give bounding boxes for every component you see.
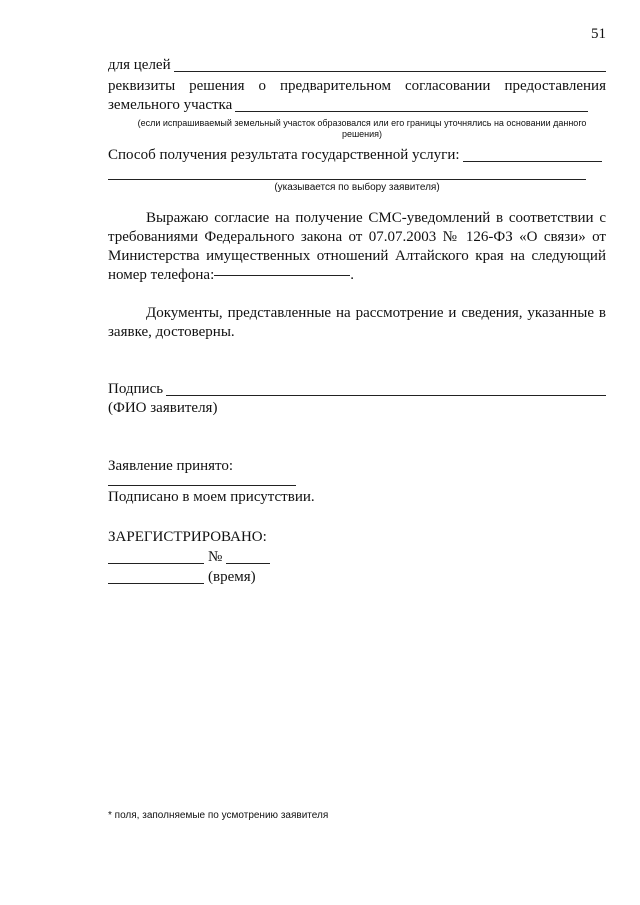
accepted-label: Заявление принято: — [108, 458, 234, 474]
page-number: 51 — [591, 26, 606, 42]
land-plot-line — [108, 96, 606, 115]
number-sign: № — [208, 549, 223, 565]
delivery-method-label: Способ получения результата государственной услуги: — [108, 147, 460, 163]
registration-number-field[interactable] — [226, 562, 270, 564]
time-label: (время) — [208, 569, 256, 585]
sms-consent-paragraph — [108, 209, 606, 285]
registration-time-line — [108, 568, 606, 587]
signed-presence: Подписано в моем присутствии. — [108, 489, 315, 505]
requisites-line: реквизиты решения о предварительном согласовании предоставления — [108, 78, 606, 94]
signature-line — [108, 380, 606, 399]
footnote: * поля, заполняемые по усмотрению заявителя — [108, 810, 329, 821]
delivery-method-field[interactable] — [463, 160, 602, 162]
fio-label: (ФИО заявителя) — [108, 400, 218, 416]
delivery-method-note: (указывается по выбору заявителя) — [274, 182, 440, 193]
delivery-method-line — [108, 146, 606, 165]
signature-field[interactable] — [166, 394, 606, 396]
land-plot-note: (если испрашиваемый земельный участок образовался или его границы уточнялись на основании данного решения) — [137, 118, 587, 139]
delivery-method-field-continued[interactable] — [108, 179, 586, 180]
purpose-field[interactable] — [174, 70, 606, 72]
registration-time-field[interactable] — [108, 582, 204, 584]
registration-date-field[interactable] — [108, 562, 204, 564]
document-body — [108, 56, 606, 587]
documents-statement: Документы, представленные на рассмотрение и сведения, указанные в заявке, достоверны. — [108, 305, 606, 340]
sms-consent-text: Выражаю согласие на получение СМС-уведомлений в соответствии с требованиями Федерального закона от 07.07.2003 № 126-ФЗ «О связи» от Министерства имущественных отношений Алтайского края на следующий номер телефона: — [108, 210, 606, 283]
purpose-line — [108, 56, 606, 75]
accepted-signature-field[interactable] — [108, 485, 296, 486]
purpose-label: для целей — [108, 57, 171, 73]
land-plot-label: земельного участка — [108, 97, 233, 113]
sms-consent-end: . — [350, 267, 355, 283]
signature-label: Подпись — [108, 381, 164, 397]
phone-number-field[interactable] — [214, 274, 350, 276]
registration-number-line — [108, 548, 606, 567]
registered-label: ЗАРЕГИСТРИРОВАНО: — [108, 529, 267, 545]
land-plot-field[interactable] — [235, 110, 588, 112]
